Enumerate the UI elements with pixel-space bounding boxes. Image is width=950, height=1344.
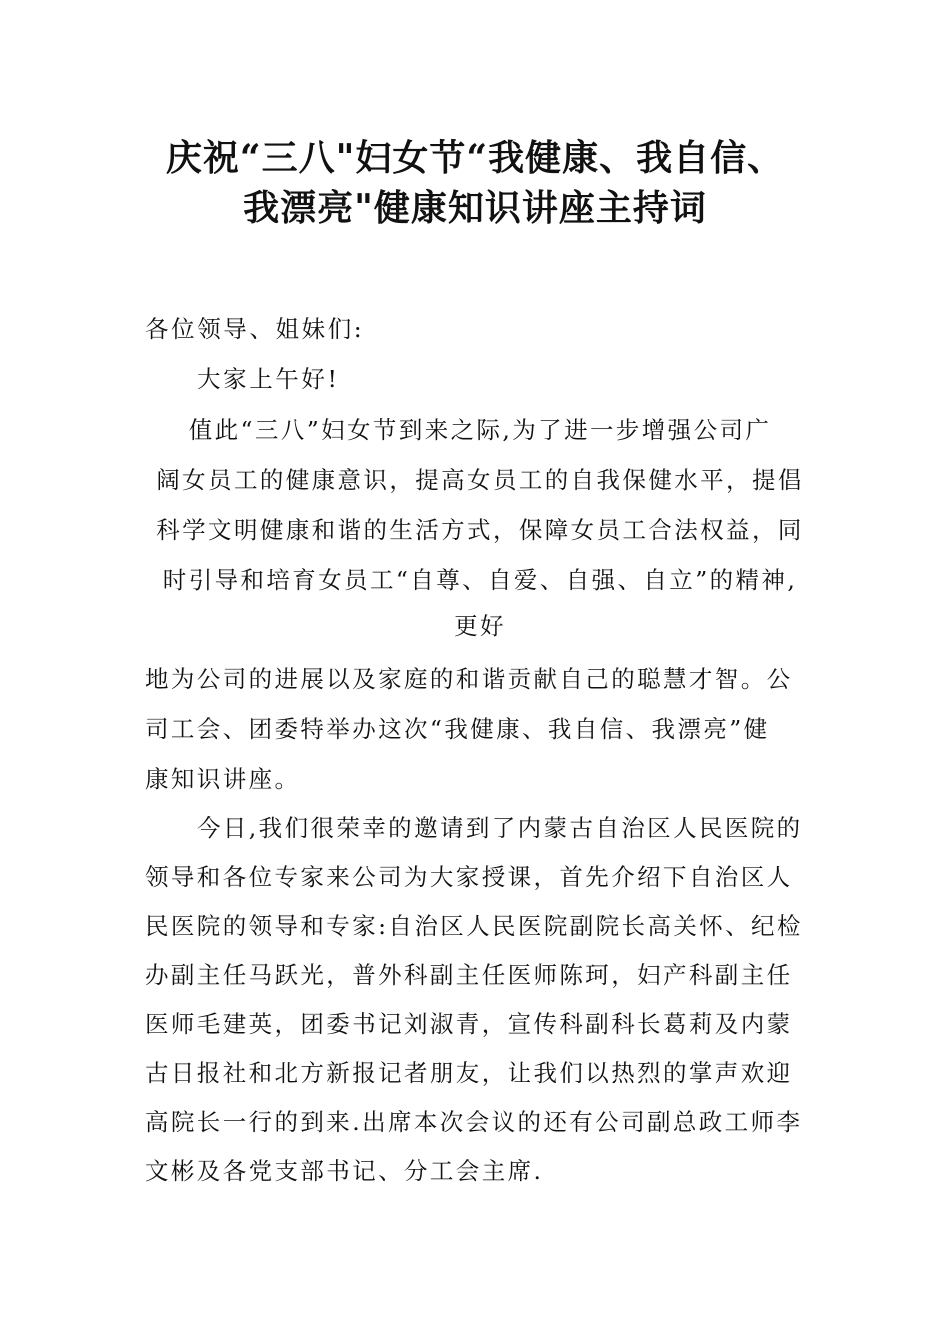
paragraph-2-line: 高院长一行的到来.出席本次会议的还有公司副总政工师李 xyxy=(145,1108,803,1136)
document-title-line-2: 我漂亮"健康知识讲座主持词 xyxy=(243,187,707,229)
paragraph-2-line: 办副主任马跃光，普外科副主任医师陈珂，妇产科副主任 xyxy=(145,961,793,989)
paragraph-2-line: 文彬及各党支部书记、分工会主席. xyxy=(145,1157,544,1185)
greeting: 大家上午好! xyxy=(197,365,340,393)
paragraph-2-line: 领导和各位专家来公司为大家授课，首先介绍下自治区人 xyxy=(145,863,793,891)
paragraph-1-line: 阔女员工的健康意识，提高女员工的自我保健水平，提倡 xyxy=(156,466,804,494)
paragraph-1-line: 科学文明健康和谐的生活方式，保障女员工合法权益，同 xyxy=(156,516,804,544)
paragraph-2-line: 古日报社和北方新报记者朋友，让我们以热烈的掌声欢迎 xyxy=(145,1059,793,1087)
paragraph-2-line: 医师毛建英，团委书记刘淑青，宣传科副科长葛莉及内蒙 xyxy=(145,1010,793,1038)
paragraph-1-continued-line: 康知识讲座。 xyxy=(145,765,301,793)
paragraph-1-line: 值此“三八”妇女节到来之际,为了进一步增强公司广 xyxy=(188,416,772,444)
paragraph-2-line: 民医院的领导和专家:自治区人民医院副院长高关怀、纪检 xyxy=(145,912,803,940)
paragraph-1-line: 更好 xyxy=(454,612,506,640)
paragraph-1-continued-line: 地为公司的进展以及家庭的和谐贡献自己的聪慧才智。公 xyxy=(145,665,793,693)
paragraph-1-continued-line: 司工会、团委特举办这次“我健康、我自信、我漂亮”健 xyxy=(145,715,770,743)
document-title-line-1: 庆祝“三八"妇女节“我健康、我自信、 xyxy=(165,137,785,179)
paragraph-2-line: 今日,我们很荣幸的邀请到了内蒙古自治区人民医院的 xyxy=(197,814,803,842)
salutation: 各位领导、姐妹们: xyxy=(145,315,365,343)
paragraph-1-line: 时引导和培育女员工“自尊、自爱、自强、自立”的精神, xyxy=(162,566,798,594)
